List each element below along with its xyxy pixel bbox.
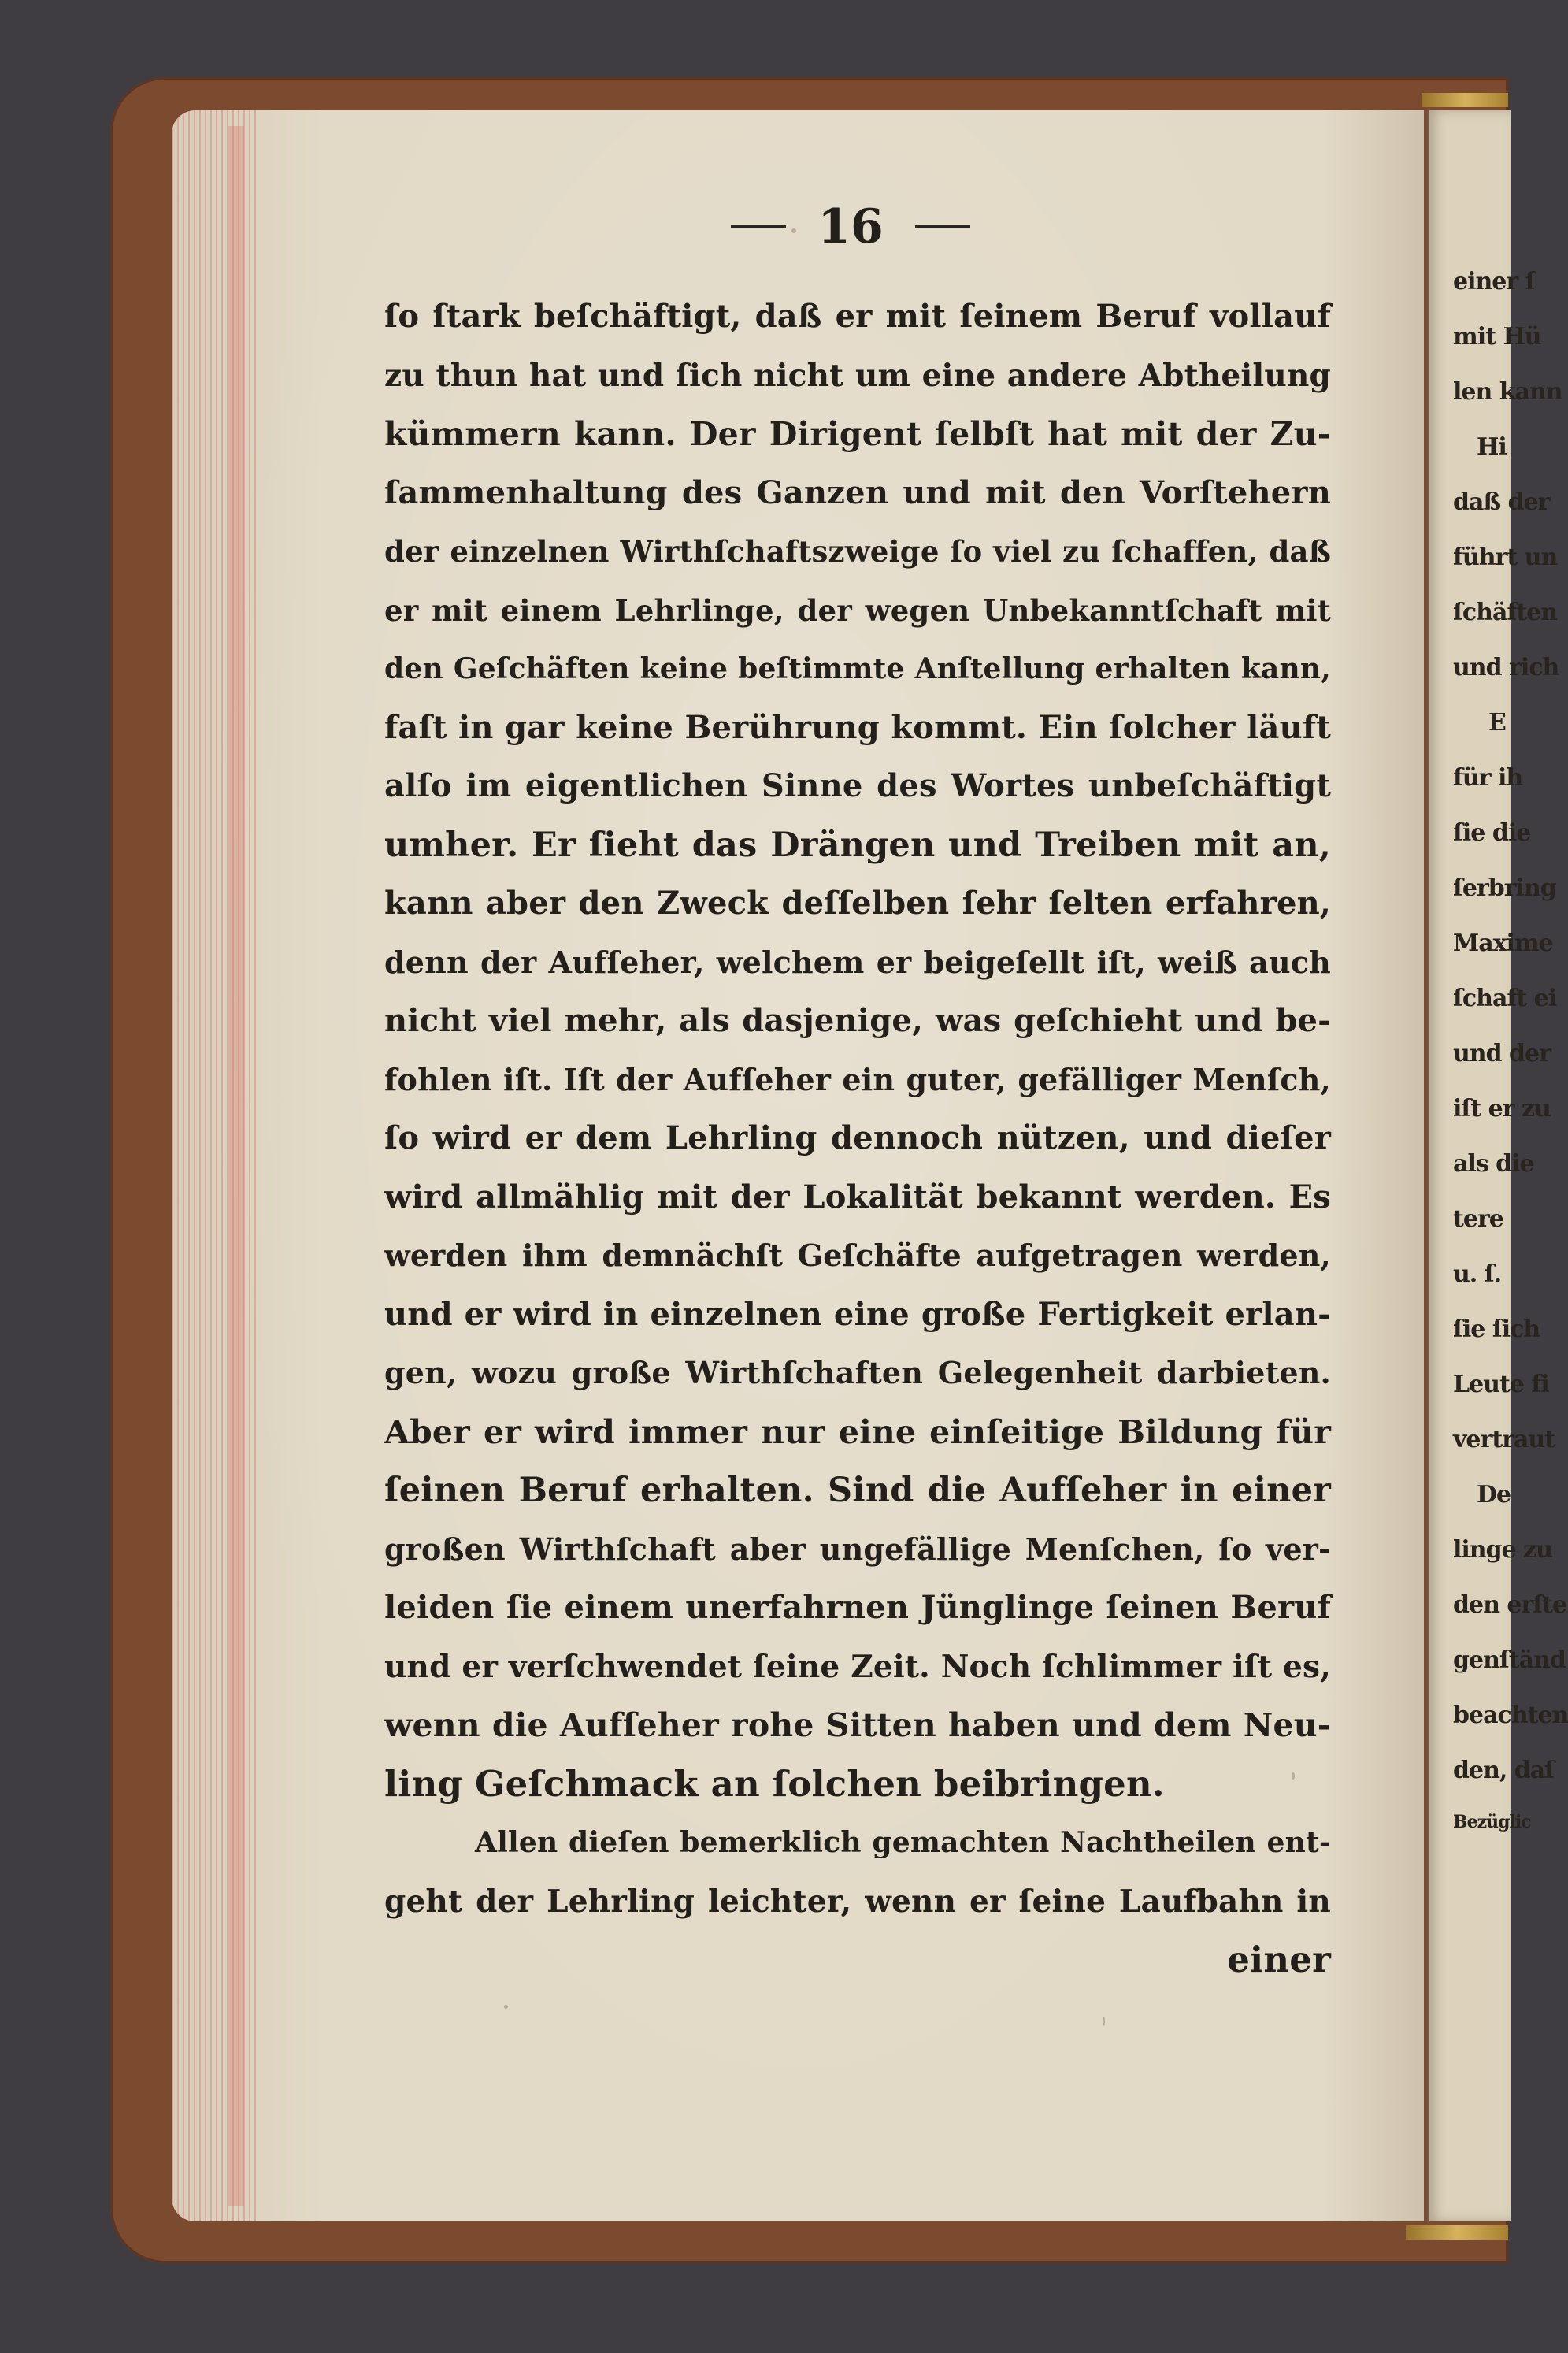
next-page-line: E [1488,709,1506,737]
next-page-line: den erſte [1453,1591,1567,1619]
next-page-line: beachten [1453,1702,1568,1729]
next-page-line: ſie die [1453,819,1531,847]
next-page-line: Hi [1477,433,1507,461]
gilt-ribbon-top [1422,93,1508,107]
next-page-line: einer ſ [1453,268,1535,295]
next-page-line: vertraut [1453,1426,1555,1453]
paper-speck [1292,1772,1295,1780]
text-line: ſo ſtark beſchäftigt, daß er mit ſeinem Beruf vollauf [384,298,1331,335]
page-edge-stain [228,126,244,2206]
text-line: Aber er wird immer nur eine einſeitige Bildung für [384,1412,1331,1451]
next-page-line: Leute fi [1453,1371,1549,1398]
text-line: geht der Lehrling leichter, wenn er ſeine Laufbahn in [384,1883,1331,1920]
page-edges [172,110,258,2221]
next-page-line: iſt er zu [1453,1095,1551,1123]
next-page-line: ſie ſich [1453,1316,1540,1343]
text-line: alſo im eigentlichen Sinne des Wortes unbeſchäftigt [384,767,1331,804]
text-line: wenn die Aufſeher rohe Sitten haben und dem Neu- [384,1706,1331,1744]
text-line: großen Wirthſchaft aber ungefällige Menſchen, ſo ver- [384,1531,1331,1567]
text-line: ſo wird er dem Lehrling dennoch nützen, und dieſer [384,1119,1331,1156]
catchword: einer [1227,1939,1331,1980]
next-page-line: Bezüglic [1453,1812,1531,1832]
next-page-edge [1427,110,1568,2221]
text-line: zu thun hat und ſich nicht um eine andere Abtheilung [384,357,1331,394]
text-line: denn der Aufſeher, welchem er beigeſellt iſt, weiß auch [384,944,1331,980]
paragraph-start-line: Allen dieſen bemerklich gemachten Nachtheilen ent- [475,1826,1331,1859]
paper-speck [1103,2017,1105,2026]
text-line: und er verſchwendet ſeine Zeit. Noch ſchlimmer iſt es, [384,1648,1331,1685]
next-page-line: und der [1453,1040,1551,1067]
next-page-line: für ih [1453,764,1523,792]
text-line: leiden ſie einem unerfahrnen Jünglinge ſeinen Beruf [384,1589,1331,1626]
text-line: ſammenhaltung des Ganzen und mit den Vorſtehern [384,473,1331,511]
next-page-line: ſchaft ei [1453,985,1557,1012]
gilt-ribbon-bottom [1406,2225,1508,2240]
page-number: 16 [817,199,884,254]
page-header [693,195,1008,258]
next-page-line: len kann [1453,378,1562,406]
text-line: ling Geſchmack an ſolchen beibringen. [384,1762,1165,1805]
text-line: kann aber den Zweck deſſelben ſehr ſelten erfahren, [384,885,1331,922]
header-dash-right [915,225,970,228]
next-page-line: u. ſ. [1453,1260,1502,1288]
next-page-line: daß der [1453,488,1550,516]
next-page-line: ſerbring [1453,874,1556,902]
text-line: er mit einem Lehrlinge, der wegen Unbekanntſchaft mit [384,592,1331,628]
text-line: der einzelnen Wirthſchaftszweige ſo viel zu ſchaffen, daß [384,534,1331,569]
next-page-line: Maxime [1453,930,1553,957]
next-page-line: linge zu [1453,1536,1552,1564]
paper-speck [791,228,796,233]
next-page-line: führt un [1453,544,1558,571]
next-page-line: den, daſ [1453,1757,1555,1784]
text-line: ſeinen Beruf erhalten. Sind die Aufſeher in einer [384,1471,1331,1510]
text-line: nicht viel mehr, als dasjenige, was geſchieht und be- [384,1002,1331,1039]
text-line: umher. Er ſieht das Drängen und Treiben mit an, [384,825,1331,865]
text-line: und er wird in einzelnen eine große Fertigkeit erlan- [384,1295,1331,1333]
text-line: gen, wozu große Wirthſchaften Gelegenheit darbieten. [384,1355,1331,1390]
next-page-line: genſtänd [1453,1646,1566,1674]
header-dash-left [731,225,786,228]
paper-speck [504,2005,508,2009]
text-line: faſt in gar keine Berührung kommt. Ein ſolcher läuft [384,708,1331,746]
text-line: wird allmählig mit der Lokalität bekannt werden. Es [384,1178,1331,1215]
next-page-line: tere [1453,1205,1503,1233]
next-page-line: und rich [1453,654,1559,681]
body-text [384,288,1331,1990]
next-page-line: mit Hü [1453,323,1541,351]
next-page-line: als die [1453,1150,1534,1178]
text-line: den Geſchäften keine beſtimmte Anſtellung erhalten kann, [384,652,1331,685]
text-line: fohlen iſt. Iſt der Aufſeher ein guter, gefälliger Menſch, [384,1061,1331,1097]
next-page-line: ſchäften [1453,599,1558,626]
text-line: werden ihm demnächſt Geſchäfte aufgetragen werden, [384,1238,1331,1273]
text-line: kümmern kann. Der Dirigent ſelbſt hat mit der Zu- [384,415,1331,453]
next-page-line: De [1477,1481,1511,1509]
